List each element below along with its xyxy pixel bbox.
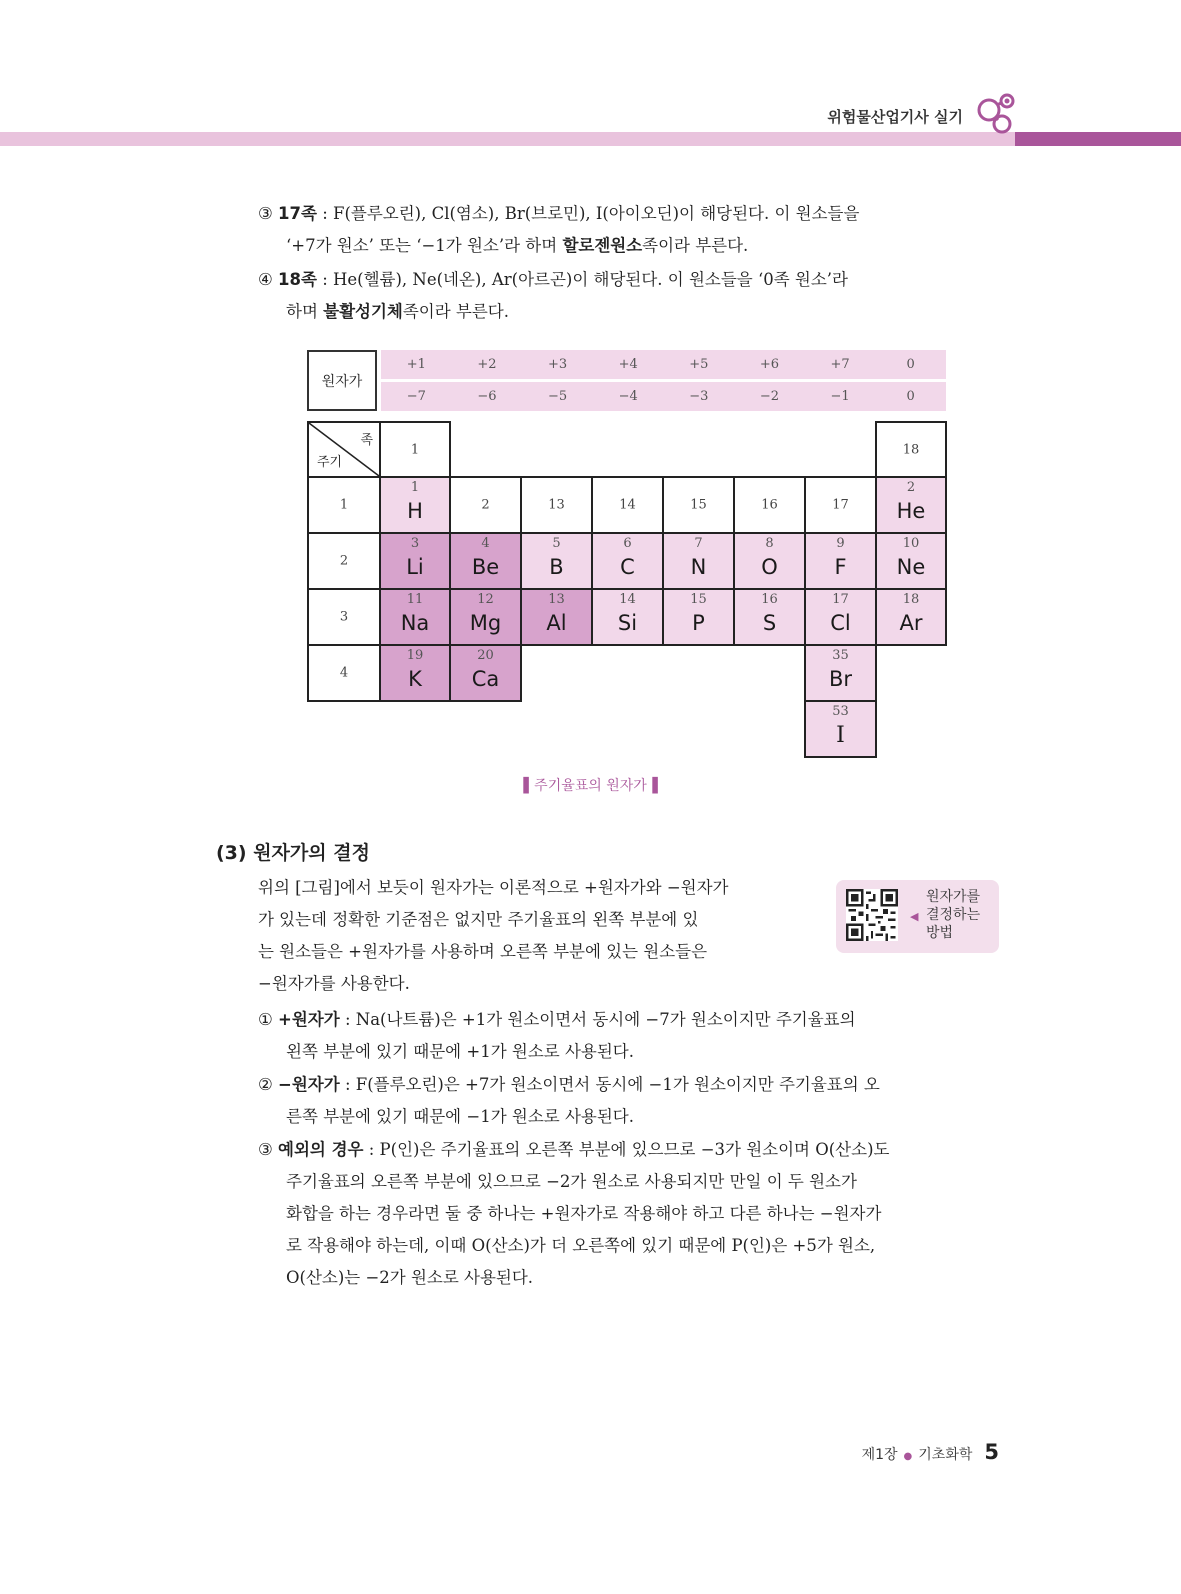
item-text-cont: 화합을 하는 경우라면 둘 중 하나는 +원자가로 작용해야 하고 다른 하나는 −원자가 [286, 1204, 882, 1223]
page-footer [862, 1440, 999, 1464]
intro-line: 위의 [그림]에서 보듯이 원자가는 이론적으로 +원자가와 −원자가 [258, 878, 729, 897]
item-heading: −원자가 [278, 1075, 340, 1094]
group-number: 13 [548, 497, 565, 513]
element-Na [379, 588, 451, 646]
group-14-cell [591, 476, 664, 534]
group-2-cell [449, 476, 522, 534]
group-15-cell [662, 476, 735, 534]
qr-label-line: 원자가를 [926, 889, 981, 905]
item-heading: +원자가 [278, 1010, 340, 1029]
bold-term-noble-gas: 불활성기체 [323, 302, 403, 321]
item-positive-valence [258, 1004, 1003, 1068]
item-text-cont-end: 족이라 부른다. [642, 236, 749, 255]
group-number: 2 [481, 497, 490, 513]
valence-value: −5 [547, 389, 568, 404]
period-number: 3 [339, 609, 349, 625]
period-number: 1 [339, 497, 349, 513]
item-group-17 [258, 198, 1003, 262]
atomic-number: 35 [832, 648, 849, 663]
element-symbol: Br [828, 667, 853, 691]
element-Al [520, 588, 593, 646]
item-text-cont: ‘+7가 원소’ 또는 ‘−1가 원소’라 하며 [286, 236, 563, 255]
element-symbol: He [896, 499, 926, 523]
valence-value: −1 [830, 389, 850, 404]
atomic-number: 6 [623, 536, 632, 551]
atomic-number: 5 [552, 536, 561, 551]
period-2-cell [307, 532, 381, 590]
period-number: 2 [339, 553, 349, 569]
item-group-18 [258, 264, 1003, 328]
group-label: 족 [360, 433, 373, 448]
group-number: 1 [410, 442, 420, 457]
element-symbol: Mg [469, 611, 502, 635]
qr-code-icon[interactable] [846, 889, 898, 941]
atomic-number: 16 [761, 592, 778, 607]
page-number: 5 [984, 1440, 999, 1464]
valence-value: +3 [547, 357, 568, 372]
qr-link-box[interactable] [836, 880, 999, 953]
valence-positive-row [381, 350, 946, 379]
group-number: 16 [761, 497, 778, 513]
valence-value: −2 [759, 389, 780, 404]
bold-term-halogen: 할로젠원소 [562, 236, 643, 255]
element-symbol: K [408, 667, 422, 691]
atomic-number: 53 [832, 704, 849, 719]
item-marker: ④ [258, 270, 273, 289]
element-symbol: P [692, 611, 705, 635]
period-4-cell [307, 644, 381, 702]
item-marker: ② [258, 1075, 273, 1094]
atomic-number: 19 [406, 648, 424, 663]
valence-value: +5 [689, 357, 709, 372]
item-text-cont: 왼쪽 부분에 있기 때문에 +1가 원소로 사용된다. [286, 1042, 634, 1061]
element-symbol: C [620, 555, 635, 579]
item-text: : F(플루오린)은 +7가 원소이면서 동시에 −1가 원소이지만 주기율표의 오 [339, 1075, 880, 1094]
element-Be [449, 532, 522, 590]
group-number: 14 [619, 497, 636, 513]
element-N [662, 532, 735, 590]
item-text-cont: 른쪽 부분에 있기 때문에 −1가 원소로 사용된다. [286, 1107, 634, 1126]
atomic-number: 18 [902, 592, 920, 607]
bullet-dot-icon: ● [903, 1451, 913, 1462]
element-F [804, 532, 877, 590]
header-band-accent [1015, 132, 1181, 146]
section-intro [258, 872, 828, 1000]
group-13-cell [520, 476, 593, 534]
element-symbol: Cl [830, 611, 851, 635]
item-marker: ① [258, 1010, 273, 1029]
intro-line: −원자가를 사용한다. [258, 974, 410, 993]
atomic-number: 20 [477, 648, 494, 663]
atomic-number: 12 [477, 592, 494, 607]
element-K [379, 644, 451, 702]
item-text: : P(인)은 주기율표의 오른쪽 부분에 있으므로 −3가 원소이며 O(산소)도 [363, 1140, 890, 1159]
element-Mg [449, 588, 522, 646]
element-S [733, 588, 806, 646]
element-symbol: Al [546, 611, 567, 635]
period-3-cell [307, 588, 381, 646]
item-marker: ③ [258, 204, 273, 223]
element-Ar [875, 588, 947, 646]
element-symbol: F [834, 555, 847, 579]
atomic-number: 9 [836, 536, 845, 551]
element-Li [379, 532, 451, 590]
group-number: 17 [832, 497, 849, 513]
atomic-number: 15 [690, 592, 707, 607]
header-title: 위험물산업기사 실기 [827, 108, 963, 126]
item-text-cont: 하며 [286, 302, 324, 321]
item-exception [258, 1134, 1003, 1294]
element-symbol: Na [400, 611, 430, 635]
item-heading: 17족 [278, 204, 317, 223]
valence-value: −3 [689, 389, 709, 404]
item-text-cont: 주기율표의 오른쪽 부분에 있으므로 −2가 원소로 사용되지만 만일 이 두 원소가 [286, 1172, 857, 1191]
element-He [875, 476, 947, 534]
valence-value: +7 [830, 357, 850, 372]
element-P [662, 588, 735, 646]
molecule-icon [975, 88, 1035, 138]
item-text-cont-end: 족이라 부른다. [402, 302, 509, 321]
item-heading: 18족 [278, 270, 317, 289]
header-band [0, 132, 1015, 146]
element-symbol: Ar [899, 611, 923, 635]
intro-line: 는 원소들은 +원자가를 사용하며 오른쪽 부분에 있는 원소들은 [258, 942, 708, 961]
item-heading: 예외의 경우 [278, 1140, 364, 1159]
atomic-number: 1 [410, 480, 420, 495]
figure-caption: ▌주기율표의 원자가▐ [523, 778, 658, 794]
element-symbol: Si [617, 611, 638, 635]
element-symbol: Li [406, 555, 424, 579]
atomic-number: 13 [548, 592, 565, 607]
element-symbol: N [690, 555, 707, 579]
group-number: 15 [690, 497, 707, 513]
atomic-number: 11 [406, 592, 424, 607]
qr-label-line: 결정하는 [926, 907, 981, 923]
valence-value: +2 [477, 357, 497, 372]
element-O [733, 532, 806, 590]
element-C [591, 532, 664, 590]
valence-value: +1 [406, 357, 426, 372]
valence-label: 원자가 [307, 350, 377, 411]
element-I [804, 700, 877, 758]
element-Si [591, 588, 664, 646]
element-symbol: Be [471, 555, 500, 579]
item-negative-valence [258, 1069, 1003, 1133]
footer-subject: 기초화학 [918, 1447, 973, 1463]
valence-value: −4 [618, 389, 638, 404]
element-B [520, 532, 593, 590]
element-Cl [804, 588, 877, 646]
qr-label [926, 888, 996, 942]
atomic-number: 8 [765, 536, 774, 551]
valence-value: 0 [906, 389, 915, 404]
valence-value: −6 [477, 389, 497, 404]
item-text-cont: 로 작용해야 하는데, 이때 O(산소)가 더 오른쪽에 있기 때문에 P(인)은 +5가 원소, [286, 1236, 876, 1255]
period-number: 4 [339, 665, 349, 681]
period-label: 주기 [317, 455, 343, 470]
atomic-number: 10 [902, 536, 920, 551]
item-marker: ③ [258, 1140, 273, 1159]
element-Ne [875, 532, 947, 590]
element-H [379, 476, 451, 534]
atomic-number: 17 [832, 592, 849, 607]
element-symbol: H [407, 499, 423, 523]
element-symbol: S [762, 611, 777, 635]
atomic-number: 7 [694, 536, 703, 551]
element-Br [804, 644, 877, 702]
qr-label-line: 방법 [926, 925, 954, 941]
item-text-cont: O(산소)는 −2가 원소로 사용된다. [286, 1268, 534, 1287]
group-number: 18 [902, 442, 920, 457]
intro-line: 가 있는데 정확한 기준점은 없지만 주기율표의 왼쪽 부분에 있 [258, 910, 699, 929]
item-text: : F(플루오린), Cl(염소), Br(브로민), I(아이오딘)이 해당된다. 이 원소들을 [316, 204, 860, 223]
period-1-cell [307, 476, 381, 534]
atomic-number: 3 [410, 536, 420, 551]
atomic-number: 2 [906, 480, 916, 495]
arrow-left-icon: ◀ [910, 910, 919, 923]
valence-value: −7 [406, 389, 426, 404]
group-header-1 [379, 421, 451, 478]
footer-chapter: 제1장 [861, 1447, 898, 1463]
group-header-18 [875, 421, 947, 478]
atomic-number: 4 [481, 536, 490, 551]
valence-value: 0 [906, 357, 915, 372]
valence-value: +6 [759, 357, 780, 372]
element-symbol: B [549, 555, 564, 579]
atomic-number: 14 [619, 592, 636, 607]
group-16-cell [733, 476, 806, 534]
section-title: (3) 원자가의 결정 [216, 842, 370, 864]
item-text: : He(헬륨), Ne(네온), Ar(아르곤)이 해당된다. 이 원소들을 ‘0족 원소’라 [316, 270, 848, 289]
element-symbol: Ne [896, 555, 926, 579]
valence-negative-row [381, 382, 946, 411]
element-Ca [449, 644, 522, 702]
element-symbol: O [761, 555, 778, 579]
group-17-cell [804, 476, 877, 534]
table-corner-cell [307, 421, 381, 478]
element-symbol: I [836, 723, 845, 748]
item-text: : Na(나트륨)은 +1가 원소이면서 동시에 −7가 원소이지만 주기율표의 [339, 1010, 856, 1029]
element-symbol: Ca [471, 667, 500, 691]
valence-value: +4 [618, 357, 638, 372]
